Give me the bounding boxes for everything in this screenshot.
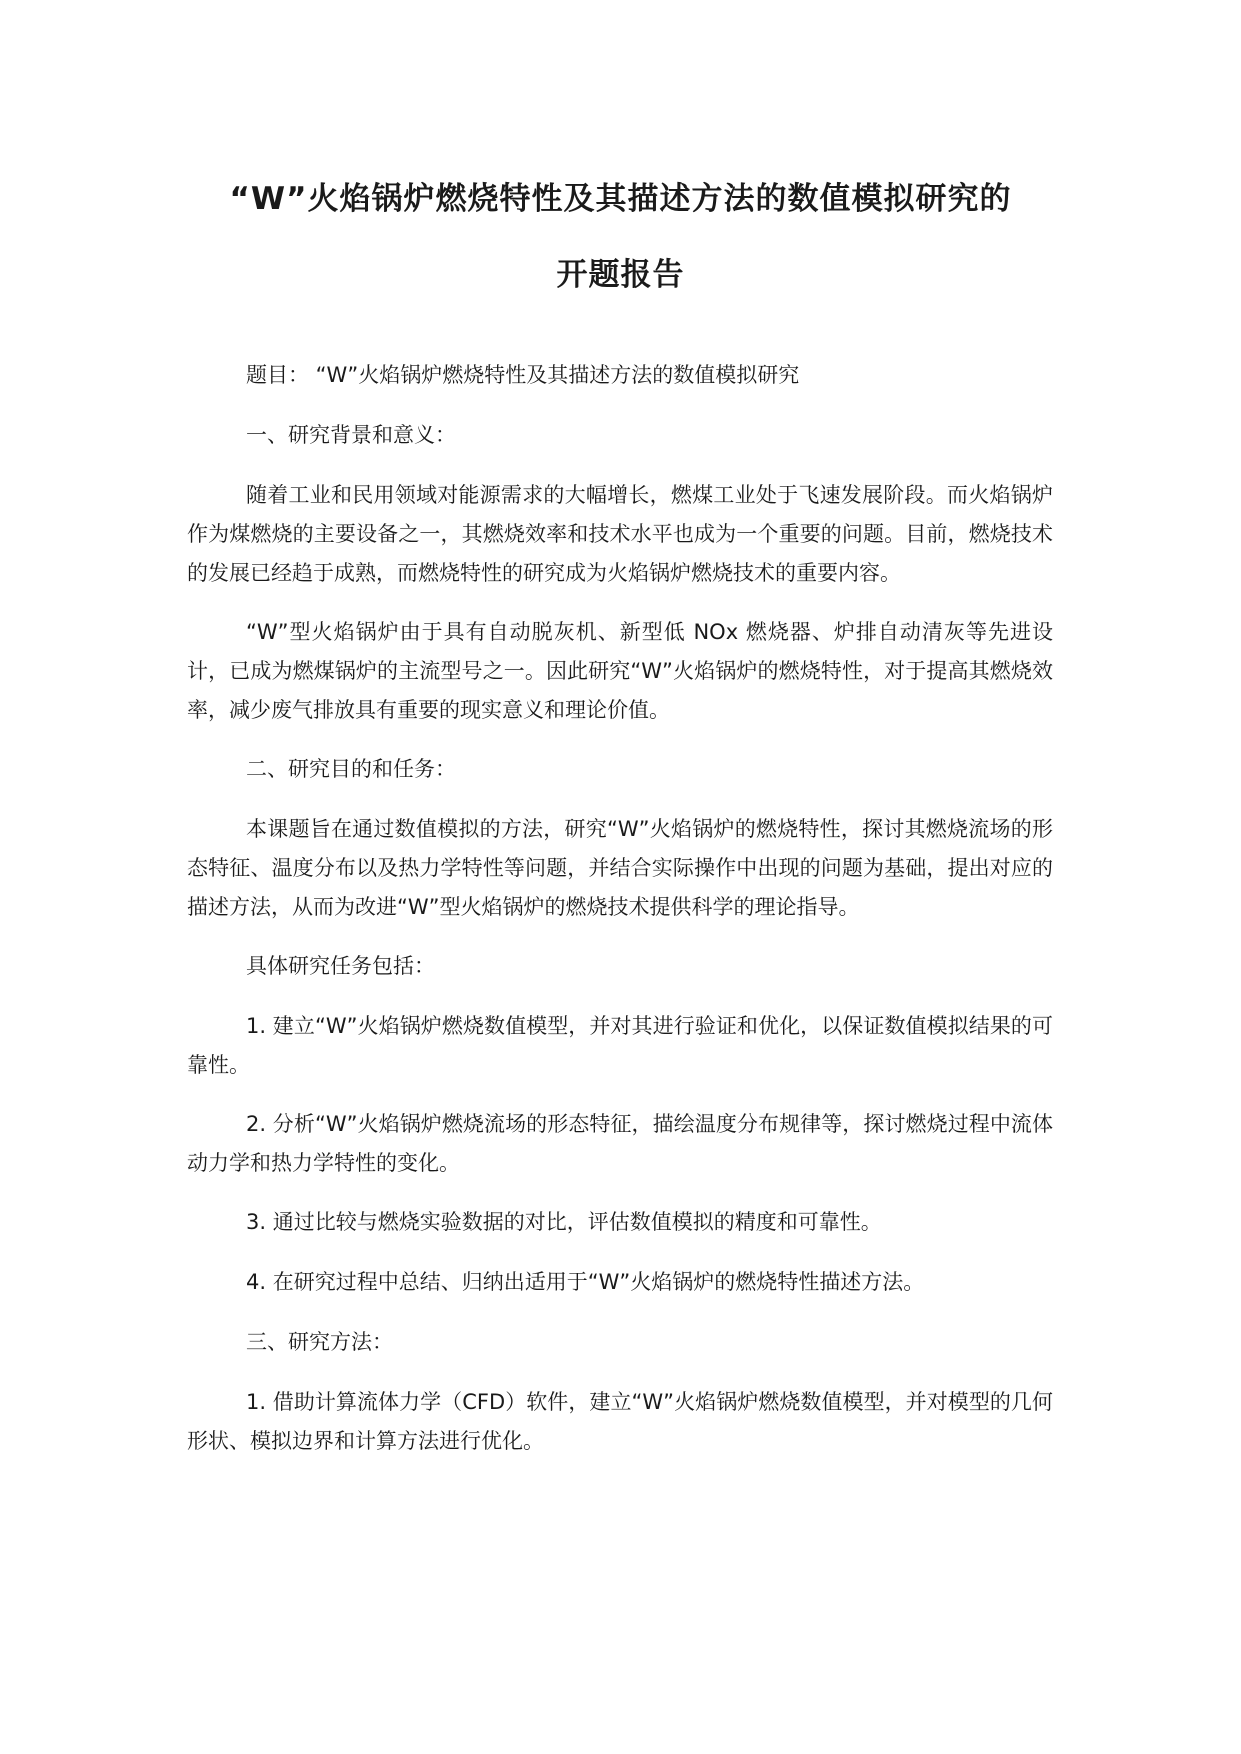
document-title-line-1: “W”火焰锅炉燃烧特性及其描述方法的数值模拟研究的	[229, 181, 1012, 217]
document-title-line-2: 开题报告	[556, 257, 685, 293]
section-heading-background: 一、研究背景和意义：	[246, 423, 456, 447]
section-heading-objectives: 二、研究目的和任务：	[246, 757, 456, 781]
objectives-paragraph: 本课题旨在通过数值模拟的方法，研究“W”火焰锅炉的燃烧特性，探讨其燃烧流场的形态特征、温度分布以及热力学特性等问题，并结合实际操作中出现的问题为基础，提出对应的描述方法，从而为改进“W”型火焰锅炉的燃烧技术提供科学的理论指导。	[187, 817, 1053, 919]
tasks-intro: 具体研究任务包括：	[246, 954, 435, 978]
background-paragraph-1: 随着工业和民用领域对能源需求的大幅增长，燃煤工业处于飞速发展阶段。而火焰锅炉作为煤燃烧的主要设备之一，其燃烧效率和技术水平也成为一个重要的问题。目前，燃烧技术的发展已经趋于成熟，而燃烧特性的研究成为火焰锅炉燃烧技术的重要内容。	[187, 483, 1053, 585]
task-item-2: 2. 分析“W”火焰锅炉燃烧流场的形态特征，描绘温度分布规律等，探讨燃烧过程中流体动力学和热力学特性的变化。	[187, 1112, 1053, 1175]
background-paragraph-2: “W”型火焰锅炉由于具有自动脱灰机、新型低 NOx 燃烧器、炉排自动清灰等先进设计，已成为燃煤锅炉的主流型号之一。因此研究“W”火焰锅炉的燃烧特性，对于提高其燃烧效率，减少废气排放具有重要的现实意义和理论价值。	[187, 620, 1053, 722]
topic-line: 题目： “W”火焰锅炉燃烧特性及其描述方法的数值模拟研究	[246, 363, 800, 387]
task-item-3: 3. 通过比较与燃烧实验数据的对比，评估数值模拟的精度和可靠性。	[246, 1210, 882, 1234]
method-item-1: 1. 借助计算流体力学（CFD）软件，建立“W”火焰锅炉燃烧数值模型，并对模型的几何形状、模拟边界和计算方法进行优化。	[187, 1390, 1053, 1453]
section-heading-methods: 三、研究方法：	[246, 1330, 393, 1354]
task-item-4: 4. 在研究过程中总结、归纳出适用于“W”火焰锅炉的燃烧特性描述方法。	[246, 1270, 925, 1294]
document-body	[187, 356, 1053, 1481]
task-item-1: 1. 建立“W”火焰锅炉燃烧数值模型，并对其进行验证和优化，以保证数值模拟结果的可靠性。	[187, 1014, 1053, 1077]
